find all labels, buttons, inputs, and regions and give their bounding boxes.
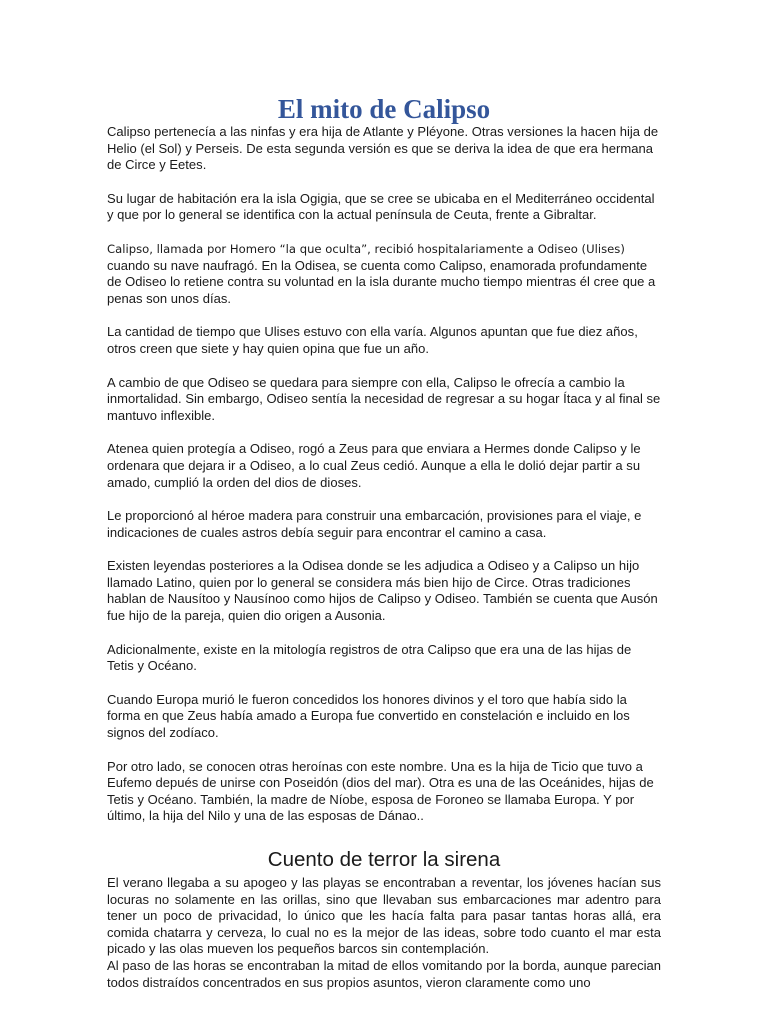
document-title: El mito de Calipso bbox=[277, 94, 491, 124]
paragraph-8: Existen leyendas posteriores a la Odisea donde se les adjudica a Odiseo y a Calipso un hijo llamado Latino, quien por lo general se considera más bien hijo de Circe. Otras tradiciones hablan de Nausítoo y Nausínoo como hijos de Calipso y Odiseo. También se cuenta que Ausón fue hijo de la pareja, quien dio origen a Ausonia. bbox=[107, 558, 658, 624]
paragraph-3-lead: Calipso, llamada por Homero “la que oculta”, recibió hospitalariamente a Odiseo (Ulises) bbox=[107, 241, 625, 256]
paragraph-10: Cuando Europa murió le fueron concedidos los honores divinos y el toro que había sido la forma en que Zeus había amado a Europa fue convertido en constelación e incluido en los signos del zodíaco. bbox=[107, 691, 630, 741]
paragraph-1: Calipso pertenecía a las ninfas y era hija de Atlante y Pléyone. Otras versiones la hacen hija de Helio (el Sol) y Perseis. De esta segunda versión es que se deriva la idea de que era hermana de Circe y Eetes. bbox=[107, 124, 659, 173]
story-paragraph-1: El verano llegaba a su apogeo y las playas se encontraban a reventar, los jóvenes hacían sus locuras no solamente en las orillas, sino que llevaban sus embarcaciones mar adentro para tener un poco de privacidad, lo único que les hacía falta para pasar tantas horas allá, era comida chatarra y cerveza, lo cual no es la mejor de las ideas, sobre todo cuanto el mar esta picado y las olas mueven los pequeños barcos sin contemplación. bbox=[107, 875, 661, 957]
paragraph-11: Por otro lado, se conocen otras heroínas con este nombre. Una es la hija de Ticio que tuvo a Eufemo depués de unirse con Poseidón (dios del mar). Otra es una de las Oceánides, hijas de Tetis y Océano. También, la madre de Níobe, esposa de Foroneo se llamaba Europa. Y por último, la hija del Nilo y una de las esposas de Dánao.. bbox=[107, 758, 654, 824]
paragraph-5: A cambio de que Odiseo se quedara para siempre con ella, Calipso le ofrecía a cambio la inmortalidad. Sin embargo, Odiseo sentía la necesidad de regresar a su hogar Ítaca y al final se mantuvo inflexible. bbox=[107, 374, 661, 423]
paragraph-4: La cantidad de tiempo que Ulises estuvo con ella varía. Algunos apuntan que fue diez años, otros creen que siete y hay quien opina que fue un año. bbox=[107, 324, 638, 356]
document-page bbox=[107, 95, 661, 991]
paragraph-6: Atenea quien protegía a Odiseo, rogó a Zeus para que enviara a Hermes donde Calipso y le ordenara que dejara ir a Odiseo, a lo cual Zeus cedió. Aunque a ella le dolió dejar partir a su amado, cumplió la orden del dios de dioses. bbox=[107, 441, 641, 490]
paragraph-9: Adicionalmente, existe en la mitología registros de otra Calipso que era una de las hijas de Tetis y Océano. bbox=[107, 641, 632, 674]
paragraph-2: Su lugar de habitación era la isla Ogigia, que se cree se ubicaba en el Mediterráneo occidental y que por lo general se identifica con la actual península de Ceuta, frente a Gibraltar. bbox=[107, 190, 655, 223]
paragraph-7: Le proporcionó al héroe madera para construir una embarcación, provisiones para el viaje, e indicaciones de cuales astros debía seguir para encontrar el camino a casa. bbox=[107, 508, 642, 540]
section-subtitle: Cuento de terror la sirena bbox=[267, 848, 501, 871]
story-paragraph-2: Al paso de las horas se encontraban la mitad de ellos vomitando por la borda, aunque parecian todos distraídos concentrados en sus propios asuntos, vieron claramente como uno bbox=[107, 957, 661, 990]
paragraph-3 bbox=[107, 241, 661, 307]
paragraph-3-rest: cuando su nave naufragó. En la Odisea, se cuenta como Calipso, enamorada profundamente de Odiseo lo retiene contra su voluntad en la isla durante mucho tiempo mientras él cree que a penas son unos días. bbox=[107, 257, 656, 306]
